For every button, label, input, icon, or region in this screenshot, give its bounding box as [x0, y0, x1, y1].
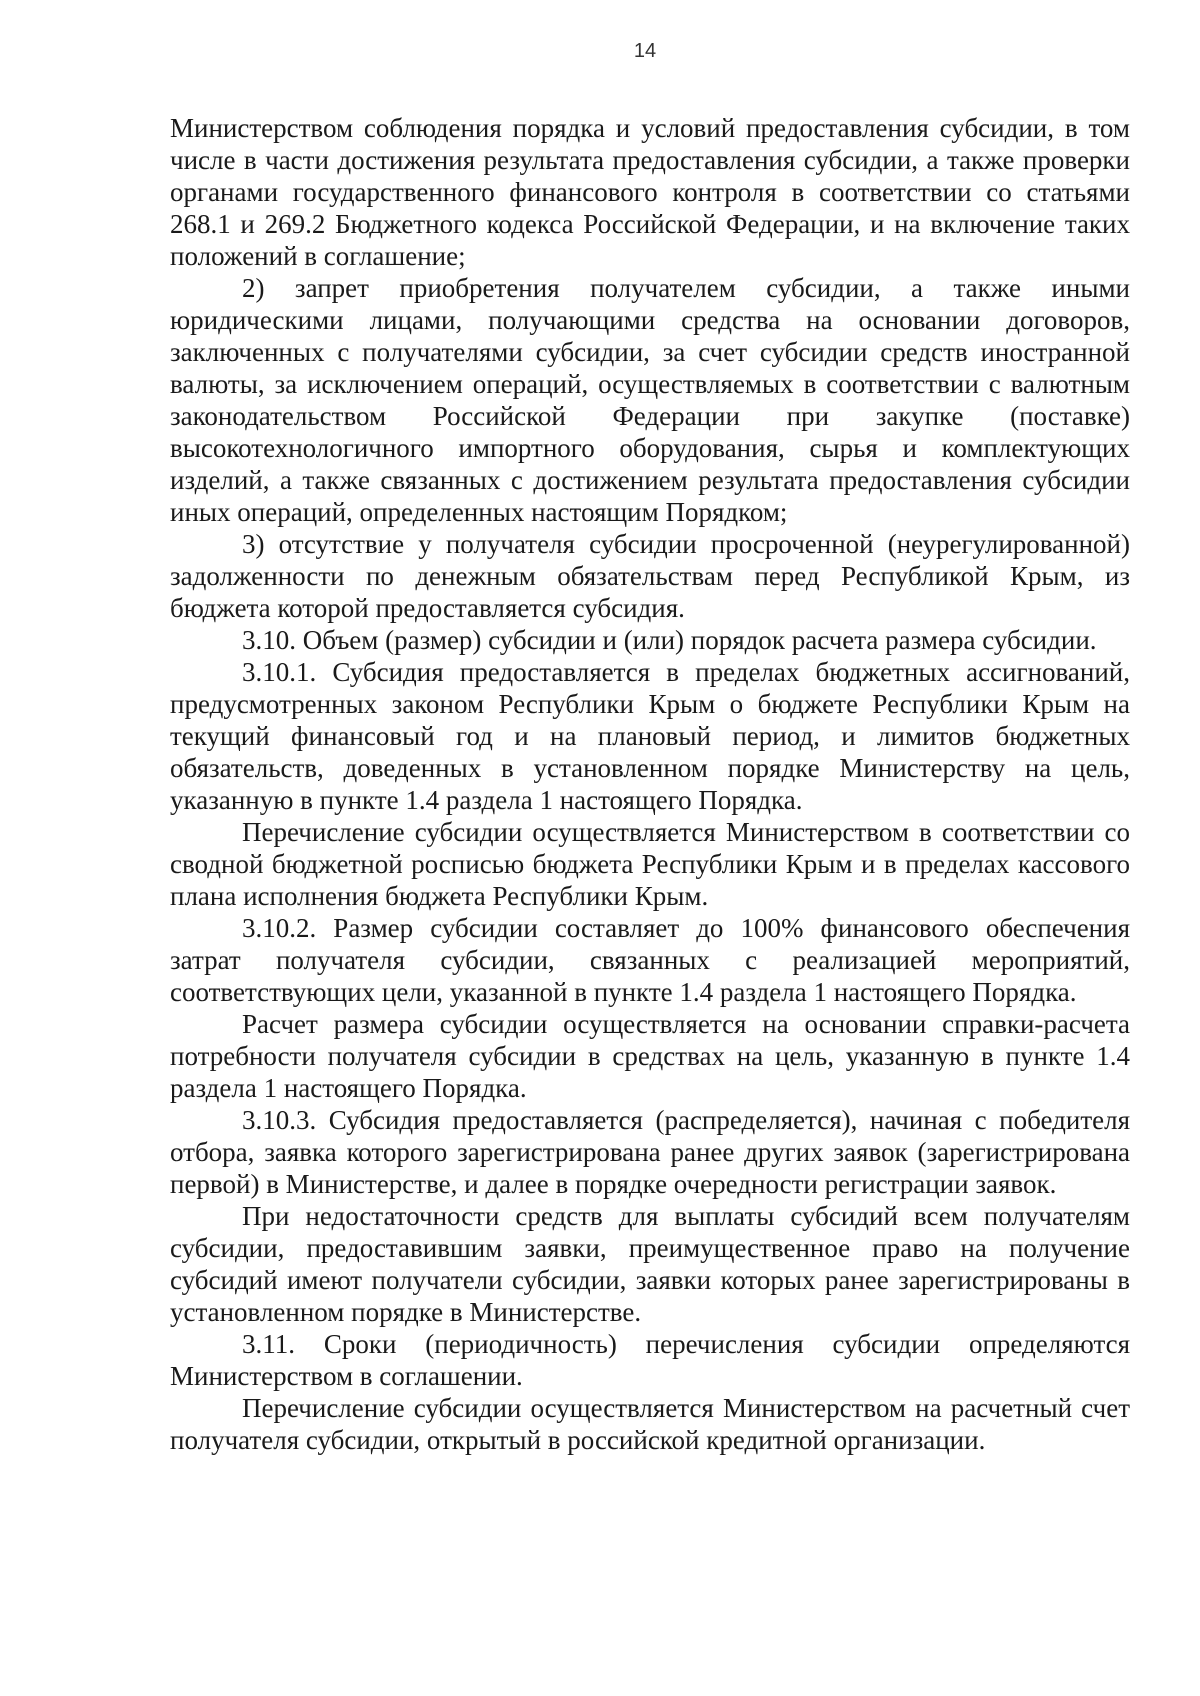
paragraph-continuation: Министерством соблюдения порядка и условий предоставления субсидии, в том числе в части достижения результата предоставления субсидии, а также проверки органами государственного финансового контроля в соответствии со статьями 268.1 и 269.2 Бюджетного кодекса Российской Федерации, и на включение таких положений в соглашение; [170, 113, 1130, 271]
document-body [170, 112, 1130, 1456]
paragraph-insufficiency: При недостаточности средств для выплаты субсидий всем получателям субсидии, предоставившим заявки, преимущественное право на получение субсидий имеют получатели субсидии, заявки которых ранее зарегистрированы в установленном порядке в Министерстве. [170, 1201, 1130, 1327]
paragraph-3-10: 3.10. Объем (размер) субсидии и (или) порядок расчета размера субсидии. [242, 625, 1097, 655]
paragraph-3-11: 3.11. Сроки (периодичность) перечисления субсидии определяются Министерством в соглашении. [170, 1329, 1130, 1391]
page-number: 14 [633, 40, 657, 62]
paragraph-3-10-3: 3.10.3. Субсидия предоставляется (распределяется), начиная с победителя отбора, заявка которого зарегистрирована ранее других заявок (зарегистрирована первой) в Министерстве, и далее в порядке очередности регистрации заявок. [170, 1105, 1130, 1199]
paragraph-3-10-2: 3.10.2. Размер субсидии составляет до 100% финансового обеспечения затрат получателя субсидии, связанных с реализацией мероприятий, соответствующих цели, указанной в пункте 1.4 раздела 1 настоящего Порядка. [170, 913, 1130, 1007]
paragraph-3-10-1: 3.10.1. Субсидия предоставляется в пределах бюджетных ассигнований, предусмотренных законом Республики Крым о бюджете Республики Крым на текущий финансовый год и на плановый период, и лимитов бюджетных обязательств, доведенных в установленном порядке Министерству на цель, указанную в пункте 1.4 раздела 1 настоящего Порядка. [170, 657, 1130, 815]
paragraph-transfer-budget: Перечисление субсидии осуществляется Министерством в соответствии со сводной бюджетной росписью бюджета Республики Крым и в пределах кассового плана исполнения бюджета Республики Крым. [170, 817, 1130, 911]
paragraph-item-2: 2) запрет приобретения получателем субсидии, а также иными юридическими лицами, получающими средства на основании договоров, заключенных с получателями субсидии, за счет субсидии средств иностранной валюты, за исключением операций, осуществляемых в соответствии с валютным законодательством Российской Федерации при закупке (поставке) высокотехнологичного импортного оборудования, сырья и комплектующих изделий, а также связанных с достижением результата предоставления субсидии иных операций, определенных настоящим Порядком; [170, 273, 1130, 527]
paragraph-calculation: Расчет размера субсидии осуществляется на основании справки-расчета потребности получателя субсидии в средствах на цель, указанную в пункте 1.4 раздела 1 настоящего Порядка. [170, 1009, 1130, 1103]
paragraph-item-3: 3) отсутствие у получателя субсидии просроченной (неурегулированной) задолженности по денежным обязательствам перед Республикой Крым, из бюджета которой предоставляется субсидия. [170, 529, 1130, 623]
paragraph-transfer-account: Перечисление субсидии осуществляется Министерством на расчетный счет получателя субсидии, открытый в российской кредитной организации. [170, 1393, 1130, 1455]
